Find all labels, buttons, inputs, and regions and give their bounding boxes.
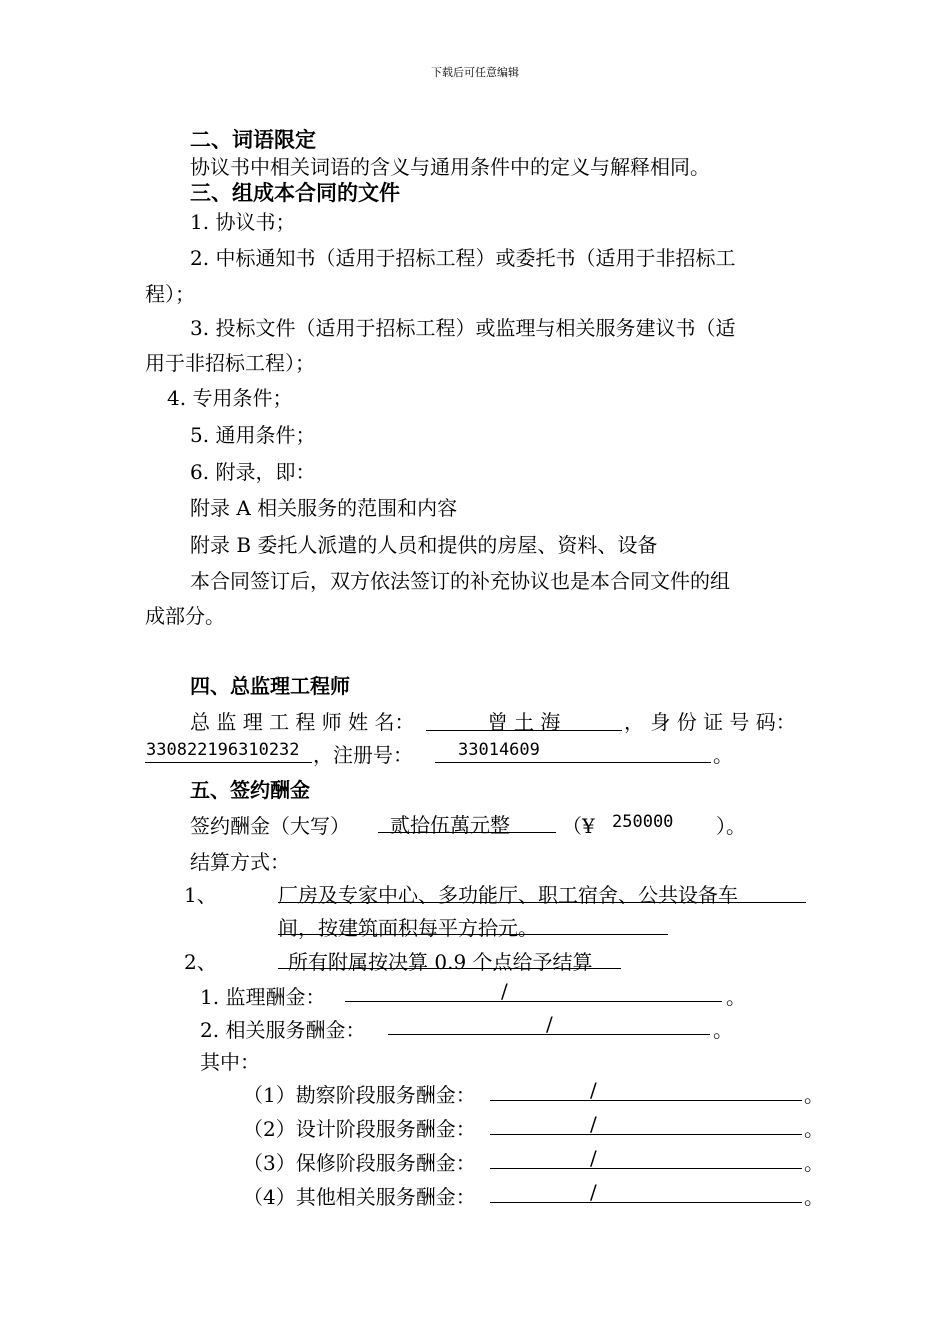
chief-name-label: 总 监 理 工 程 师 姓 名： — [190, 710, 415, 734]
design-fee-underline — [490, 1134, 802, 1135]
fee-words-value: 贰拾伍萬元整 — [390, 813, 510, 837]
closing-line1: 本合同签订后，双方依法签订的补充协议也是本合同文件的组 — [190, 569, 730, 593]
id-number-underline — [145, 762, 312, 763]
settlement-2-underline — [278, 968, 621, 969]
supervision-fee-label: 1. 监理酬金： — [200, 985, 326, 1009]
settlement-2-text: 所有附属按决算 0.9 个点给予结算 — [288, 950, 593, 974]
warranty-fee-value: / — [590, 1146, 597, 1170]
section-2-title: 二、词语限定 — [190, 127, 316, 152]
chief-name-value: 曾 土 海 — [487, 710, 561, 734]
section-4-title: 四、总监理工程师 — [190, 674, 350, 698]
related-fee-value: / — [546, 1012, 553, 1036]
design-fee-end: 。 — [804, 1117, 824, 1141]
doc-item-6: 6. 附录，即： — [190, 460, 316, 484]
survey-fee-end: 。 — [804, 1083, 824, 1107]
supervision-fee-underline — [345, 1001, 722, 1002]
survey-fee-value: / — [590, 1078, 597, 1102]
settlement-1-underline2 — [278, 934, 668, 935]
design-fee-value: / — [590, 1112, 597, 1136]
appendix-a: 附录 A 相关服务的范围和内容 — [190, 496, 458, 520]
warranty-fee-end: 。 — [804, 1151, 824, 1175]
design-fee-label: （2）设计阶段服务酬金： — [243, 1117, 476, 1141]
survey-fee-label: （1）勘察阶段服务酬金： — [243, 1083, 476, 1107]
supervision-fee-end: 。 — [726, 985, 746, 1009]
other-fee-value: / — [590, 1180, 597, 1204]
other-fee-label: （4）其他相关服务酬金： — [243, 1185, 476, 1209]
settlement-1-line1: 厂房及专家中心、多功能厅、职工宿舍、公共设备车 — [278, 883, 738, 907]
doc-item-4: 4. 专用条件； — [167, 386, 293, 410]
registration-underline — [435, 762, 711, 763]
doc-item-1: 1. 协议书； — [190, 210, 296, 234]
other-fee-end: 。 — [804, 1185, 824, 1209]
appendix-b: 附录 B 委托人派遣的人员和提供的房屋、资料、设备 — [190, 533, 658, 557]
settlement-1-underline1 — [278, 902, 806, 903]
settlement-1-number: 1、 — [184, 883, 217, 907]
registration-label: ，注册号： — [313, 743, 413, 767]
fee-number-value: 250000 — [612, 812, 674, 832]
closing-line2: 成部分。 — [145, 604, 225, 628]
id-number-value: 330822196310232 — [146, 740, 300, 760]
among-label: 其中： — [200, 1050, 260, 1074]
related-fee-label: 2. 相关服务酬金： — [200, 1018, 366, 1042]
doc-item-2-line2: 程）； — [145, 282, 195, 306]
id-number-label: ， 身 份 证 号 码： — [624, 710, 796, 734]
doc-item-2-line1: 2. 中标通知书（适用于招标工程）或委托书（适用于非招标工 — [190, 246, 736, 270]
settlement-label: 结算方式： — [190, 850, 290, 874]
fee-label: 签约酬金（大写） — [190, 814, 350, 838]
doc-item-5: 5. 通用条件； — [190, 423, 316, 447]
fee-close-paren: ）。 — [716, 814, 746, 838]
page-header: 下载后可任意编辑 — [431, 66, 519, 79]
doc-item-3-line2: 用于非招标工程）； — [145, 351, 315, 375]
settlement-2-number: 2、 — [184, 950, 217, 974]
registration-value: 33014609 — [458, 740, 540, 760]
section-3-title: 三、组成本合同的文件 — [190, 180, 400, 205]
fee-open-paren: （¥ — [562, 814, 595, 838]
supervision-fee-value: / — [501, 979, 508, 1003]
related-fee-end: 。 — [713, 1018, 733, 1042]
other-fee-underline — [490, 1202, 802, 1203]
section-5-title: 五、签约酬金 — [190, 778, 310, 802]
doc-item-3-line1: 3. 投标文件（适用于招标工程）或监理与相关服务建议书（适 — [190, 316, 736, 340]
registration-end: 。 — [713, 743, 733, 767]
survey-fee-underline — [490, 1100, 802, 1101]
warranty-fee-underline — [490, 1168, 802, 1169]
settlement-1-line2: 间，按建筑面积每平方拾元。 — [278, 916, 538, 940]
warranty-fee-label: （3）保修阶段服务酬金： — [243, 1151, 476, 1175]
section-2-body: 协议书中相关词语的含义与通用条件中的定义与解释相同。 — [190, 155, 710, 179]
